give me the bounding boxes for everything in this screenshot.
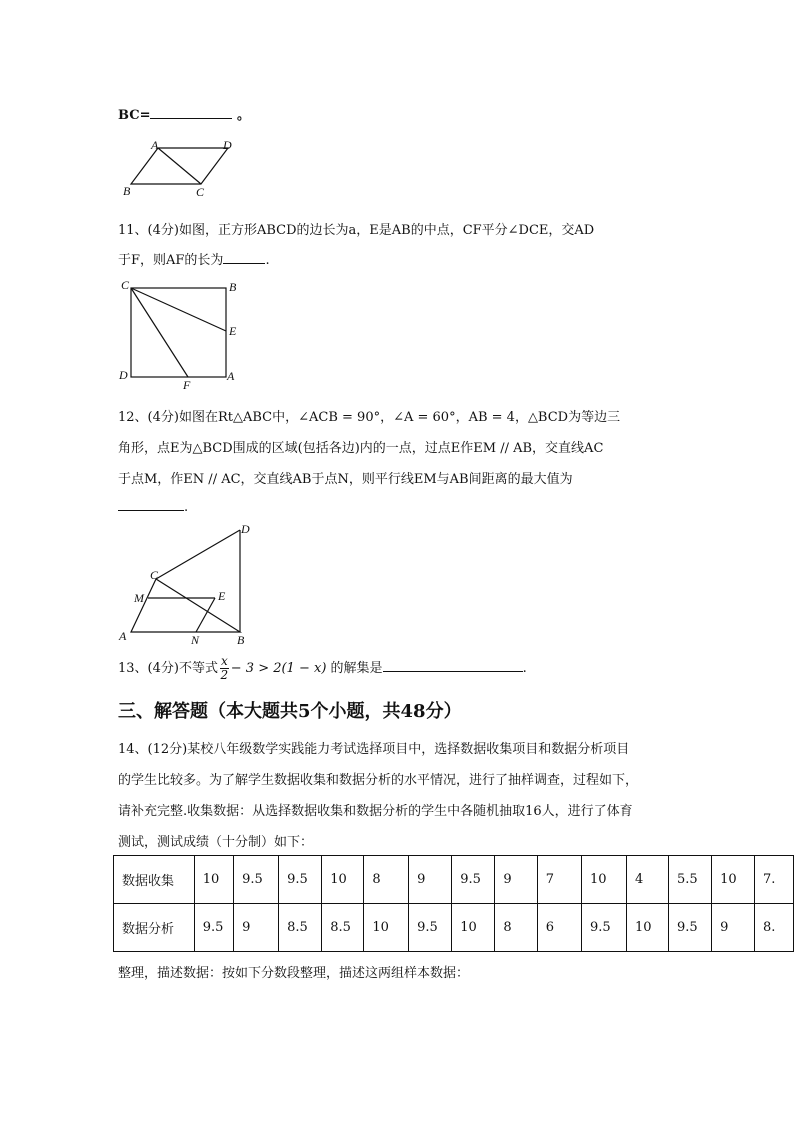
q10-prefix: BC= [118, 108, 151, 123]
table-cell: 7. [754, 856, 793, 904]
q11-suffix: . [265, 253, 270, 268]
q10-blank[interactable] [150, 118, 232, 119]
q13-text2: 的解集是 [330, 661, 383, 676]
table-cell: 10 [452, 904, 495, 952]
q11-blank[interactable] [223, 263, 265, 264]
fig10-label-d: D [223, 138, 232, 152]
row-label-analysis: 数据分析 [114, 904, 195, 952]
fig12-label-a: A [119, 629, 127, 643]
table-cell: 8.5 [279, 904, 322, 952]
q13-frac-den: 2 [220, 668, 229, 682]
table-cell: 10 [322, 856, 364, 904]
fig11-label-a: A [227, 369, 235, 383]
table-cell: 4 [627, 856, 669, 904]
triangle-abc [131, 579, 240, 632]
fig12-label-n: N [191, 633, 200, 647]
fig12-label-c: C [150, 568, 159, 582]
q13-suffix: . [522, 661, 527, 676]
q11-line2 [118, 249, 270, 268]
q12-line2 [118, 437, 603, 456]
fig11-label-b: B [229, 280, 237, 294]
table-cell: 10 [194, 856, 233, 904]
q14-number: 14、(12分) [118, 742, 188, 757]
q14-text1: 某校八年级数学实践能力考试选择项目中，选择数据收集项目和数据分析项目 [187, 742, 630, 757]
square-figure [115, 276, 250, 394]
table-row-analysis [114, 904, 794, 952]
q14-line3: 请补充完整.收集数据：从选择数据收集和数据分析的学生中各随机抽取16人，进行了体育 [118, 804, 633, 819]
q10-answer-line [118, 104, 250, 123]
fig11-label-f: F [183, 378, 191, 392]
q13-line [118, 654, 527, 684]
table-cell: 9.5 [234, 856, 279, 904]
q14-after-table: 整理，描述数据：按如下分数段整理，描述这两组样本数据： [118, 966, 470, 981]
q13-fraction [220, 655, 229, 682]
q12-line1 [118, 406, 620, 425]
table-cell: 8.5 [322, 904, 364, 952]
segment-cd [156, 530, 240, 579]
fig11-label-e: E [229, 324, 237, 338]
fig11-label-c: C [121, 278, 130, 292]
fig10-label-c: C [196, 185, 205, 199]
q12-line3 [118, 468, 573, 487]
fig10-label-b: B [123, 184, 131, 198]
q13-text1: 不等式 [178, 661, 218, 676]
table-cell: 9.5 [194, 904, 233, 952]
q12-line4 [118, 500, 188, 515]
table-cell: 9 [409, 856, 452, 904]
table-cell: 10 [712, 856, 755, 904]
table-cell: 8. [754, 904, 793, 952]
table-row-collect [114, 856, 794, 904]
fig12-label-m: M [134, 591, 144, 605]
table-cell: 9.5 [452, 856, 495, 904]
q14-line1 [118, 738, 629, 757]
table-cell: 8 [495, 904, 537, 952]
table-cell: 9.5 [582, 904, 627, 952]
q12-text3: 于点M，作EN // AC，交直线AB于点N，则平行线EM与AB间距离的最大值为 [118, 472, 573, 487]
parallelogram-figure [115, 135, 245, 200]
triangle-figure [115, 518, 260, 650]
q11-line1 [118, 219, 594, 238]
q12-text2: 角形，点E为△BCD围成的区域(包括各边)内的一点，过点E作EM // AB，交直线AC [118, 441, 604, 456]
q11-text1: 如图，正方形ABCD的边长为a，E是AB的中点，CF平分∠DCE，交AD [178, 223, 595, 238]
q12-text1: 如图在Rt△ABC中，∠ACB = 90°，∠A = 60°，AB = 4，△BCD为等边三 [178, 410, 621, 425]
q14-line4: 测试，测试成绩（十分制）如下： [118, 835, 314, 850]
table-cell: 7 [537, 856, 581, 904]
fig10-label-a: A [151, 138, 159, 152]
table-cell: 5.5 [668, 856, 711, 904]
q10-suffix: 。 [237, 108, 251, 123]
table-cell: 9.5 [279, 856, 322, 904]
table-cell: 6 [537, 904, 581, 952]
q12-blank[interactable] [118, 510, 184, 511]
fig11-label-d: D [119, 368, 128, 382]
diagonal-ac [158, 148, 201, 184]
table-cell: 9.5 [409, 904, 452, 952]
table-cell: 8 [364, 856, 409, 904]
table-cell: 10 [364, 904, 409, 952]
fig12-label-b: B [237, 633, 245, 647]
q13-number: 13、(4分) [118, 661, 179, 676]
score-table [113, 855, 794, 952]
q13-blank[interactable] [383, 671, 523, 672]
row-label-collect: 数据收集 [114, 856, 195, 904]
table-cell: 9 [234, 904, 279, 952]
table-cell: 9 [495, 856, 537, 904]
q14-line2: 的学生比较多。为了解学生数据收集和数据分析的水平情况，进行了抽样调查，过程如下， [118, 773, 639, 788]
q13-frac-num: x [220, 654, 228, 668]
q11-number: 11、(4分) [118, 223, 179, 238]
table-cell: 9.5 [668, 904, 711, 952]
q13-inequality: − 3 > 2(1 − x) [230, 661, 327, 676]
fig12-label-d: D [241, 522, 250, 536]
section-3-heading: 三、解答题（本大题共5个小题，共48分） [118, 701, 462, 722]
table-cell: 10 [627, 904, 669, 952]
fig12-label-e: E [218, 589, 226, 603]
table-cell: 9 [712, 904, 755, 952]
table-cell: 10 [582, 856, 627, 904]
q12-suffix: . [184, 500, 189, 515]
q12-number: 12、(4分) [118, 410, 179, 425]
square-abcd [131, 288, 226, 377]
q11-text2: 于F，则AF的长为 [118, 253, 224, 268]
